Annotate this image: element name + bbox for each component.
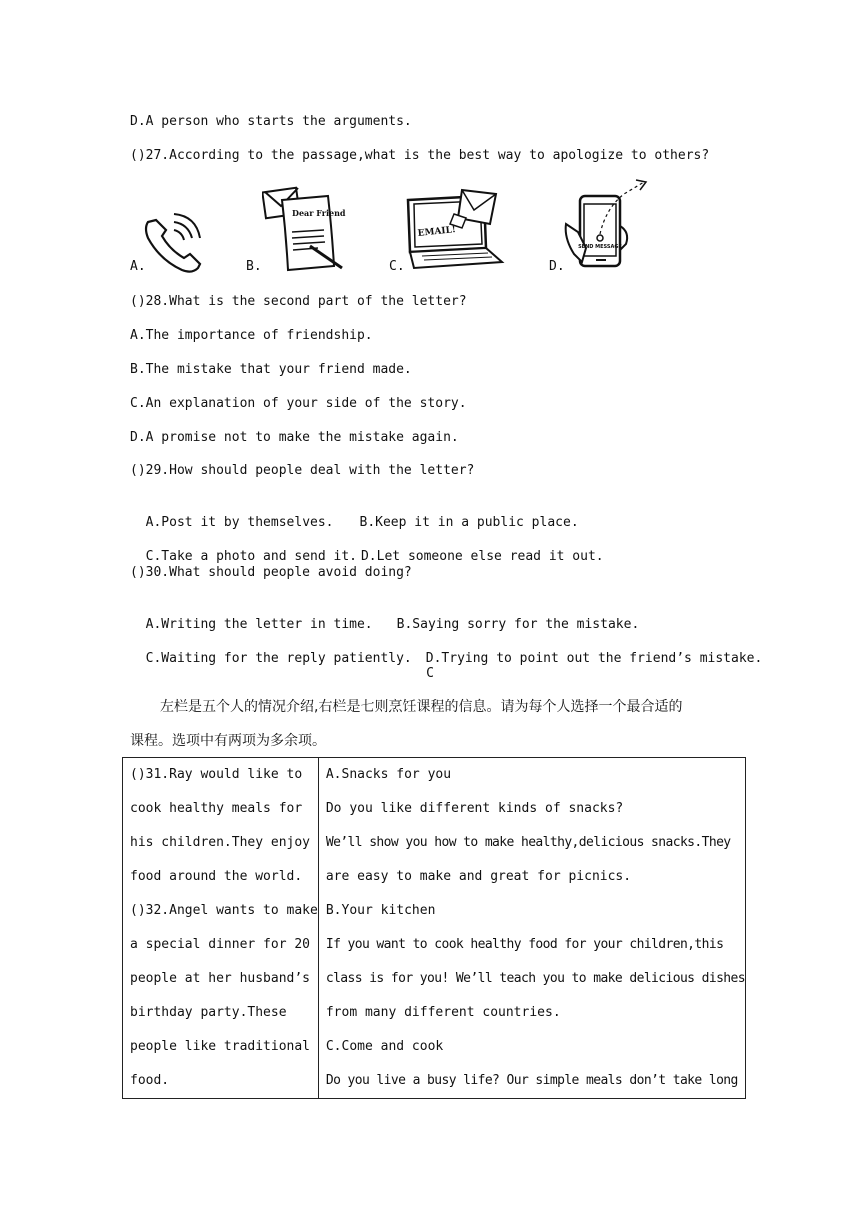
left-line: people at her husband’s	[130, 971, 311, 986]
right-line: Do you live a busy life? Our simple meals don’t take long	[325, 1073, 738, 1088]
q29-question: ()29.How should people deal with the letter?	[130, 463, 475, 478]
q28-option-c: C.An explanation of your side of the story.	[130, 396, 467, 411]
right-line: If you want to cook healthy food for your children,this	[325, 937, 724, 952]
left-line: his children.They enjoy	[130, 835, 311, 850]
right-line: from many different countries.	[325, 1005, 561, 1020]
right-line: are easy to make and great for picnics.	[325, 869, 632, 884]
q29-option-c: C.Take a photo and send it.	[145, 549, 357, 564]
q27-question: ()27.According to the passage,what is the best way to apologize to others?	[130, 148, 710, 163]
q27-label-c: C.	[389, 259, 405, 274]
q30-option-c: C.Waiting for the reply patiently.	[145, 651, 412, 666]
people-column	[123, 758, 319, 1099]
q29-option-d: D.Let someone else read it out.	[360, 549, 604, 564]
q27-label-d: D.	[549, 259, 565, 274]
q29-option-a: A.Post it by themselves.	[145, 515, 334, 530]
right-line: B.Your kitchen	[325, 903, 436, 918]
courses-column	[318, 758, 745, 1099]
q29-row-1	[130, 496, 579, 532]
section-c-instructions-2: 课程。选项中有两项为多余项。	[130, 733, 326, 749]
laptop-email-icon	[402, 188, 506, 276]
right-line: A.Snacks for you	[325, 767, 452, 782]
q30-option-a: A.Writing the letter in time.	[145, 617, 373, 632]
phone-message-text: SEND MESSAGE	[578, 244, 622, 250]
left-line: birthday party.These	[130, 1005, 287, 1020]
q30-row-1	[130, 598, 639, 634]
letter-icon	[262, 186, 348, 278]
right-line: We’ll show you how to make healthy,delicious snacks.They	[325, 835, 731, 850]
q30-row-2	[130, 632, 762, 668]
q27-label-b: B.	[246, 259, 262, 274]
telephone-icon	[140, 208, 206, 278]
right-line: class is for you! We’ll teach you to make delicious dishes	[325, 971, 745, 986]
q30-question: ()30.What should people avoid doing?	[130, 565, 412, 580]
phone-message-icon	[560, 178, 650, 274]
q28-option-a: A.The importance of friendship.	[130, 328, 373, 343]
letter-dear-text: Dear Friend	[292, 208, 346, 218]
q29-row-2	[130, 530, 604, 566]
q30-option-d: D.Trying to point out the friend’s mistake.	[425, 651, 763, 666]
left-line: ()31.Ray would like to	[130, 767, 303, 782]
left-line: food around the world.	[130, 869, 303, 884]
right-line: C.Come and cook	[325, 1039, 444, 1054]
q28-option-b: B.The mistake that your friend made.	[130, 362, 412, 377]
q28-question: ()28.What is the second part of the letter?	[130, 294, 467, 309]
q29-option-b: B.Keep it in a public place.	[359, 515, 579, 530]
left-line: a special dinner for 20	[130, 937, 311, 952]
section-c-instructions-1: 左栏是五个人的情况介绍,右栏是七则烹饪课程的信息。请为每个人选择一个最合适的	[160, 699, 683, 715]
left-line: ()32.Angel wants to make	[130, 903, 318, 918]
section-c-heading: C	[426, 666, 434, 681]
left-line: people like traditional	[130, 1039, 311, 1054]
q27-label-a: A.	[130, 259, 146, 274]
left-line: food.	[130, 1073, 170, 1088]
matching-table	[122, 757, 746, 1099]
right-line: Do you like different kinds of snacks?	[325, 801, 624, 816]
q30-option-b: B.Saying sorry for the mistake.	[396, 617, 640, 632]
laptop-email-text: EMAIL!	[417, 225, 457, 239]
left-line: cook healthy meals for	[130, 801, 303, 816]
q26-option-d: D.A person who starts the arguments.	[130, 114, 412, 129]
q28-option-d: D.A promise not to make the mistake again.	[130, 430, 459, 445]
